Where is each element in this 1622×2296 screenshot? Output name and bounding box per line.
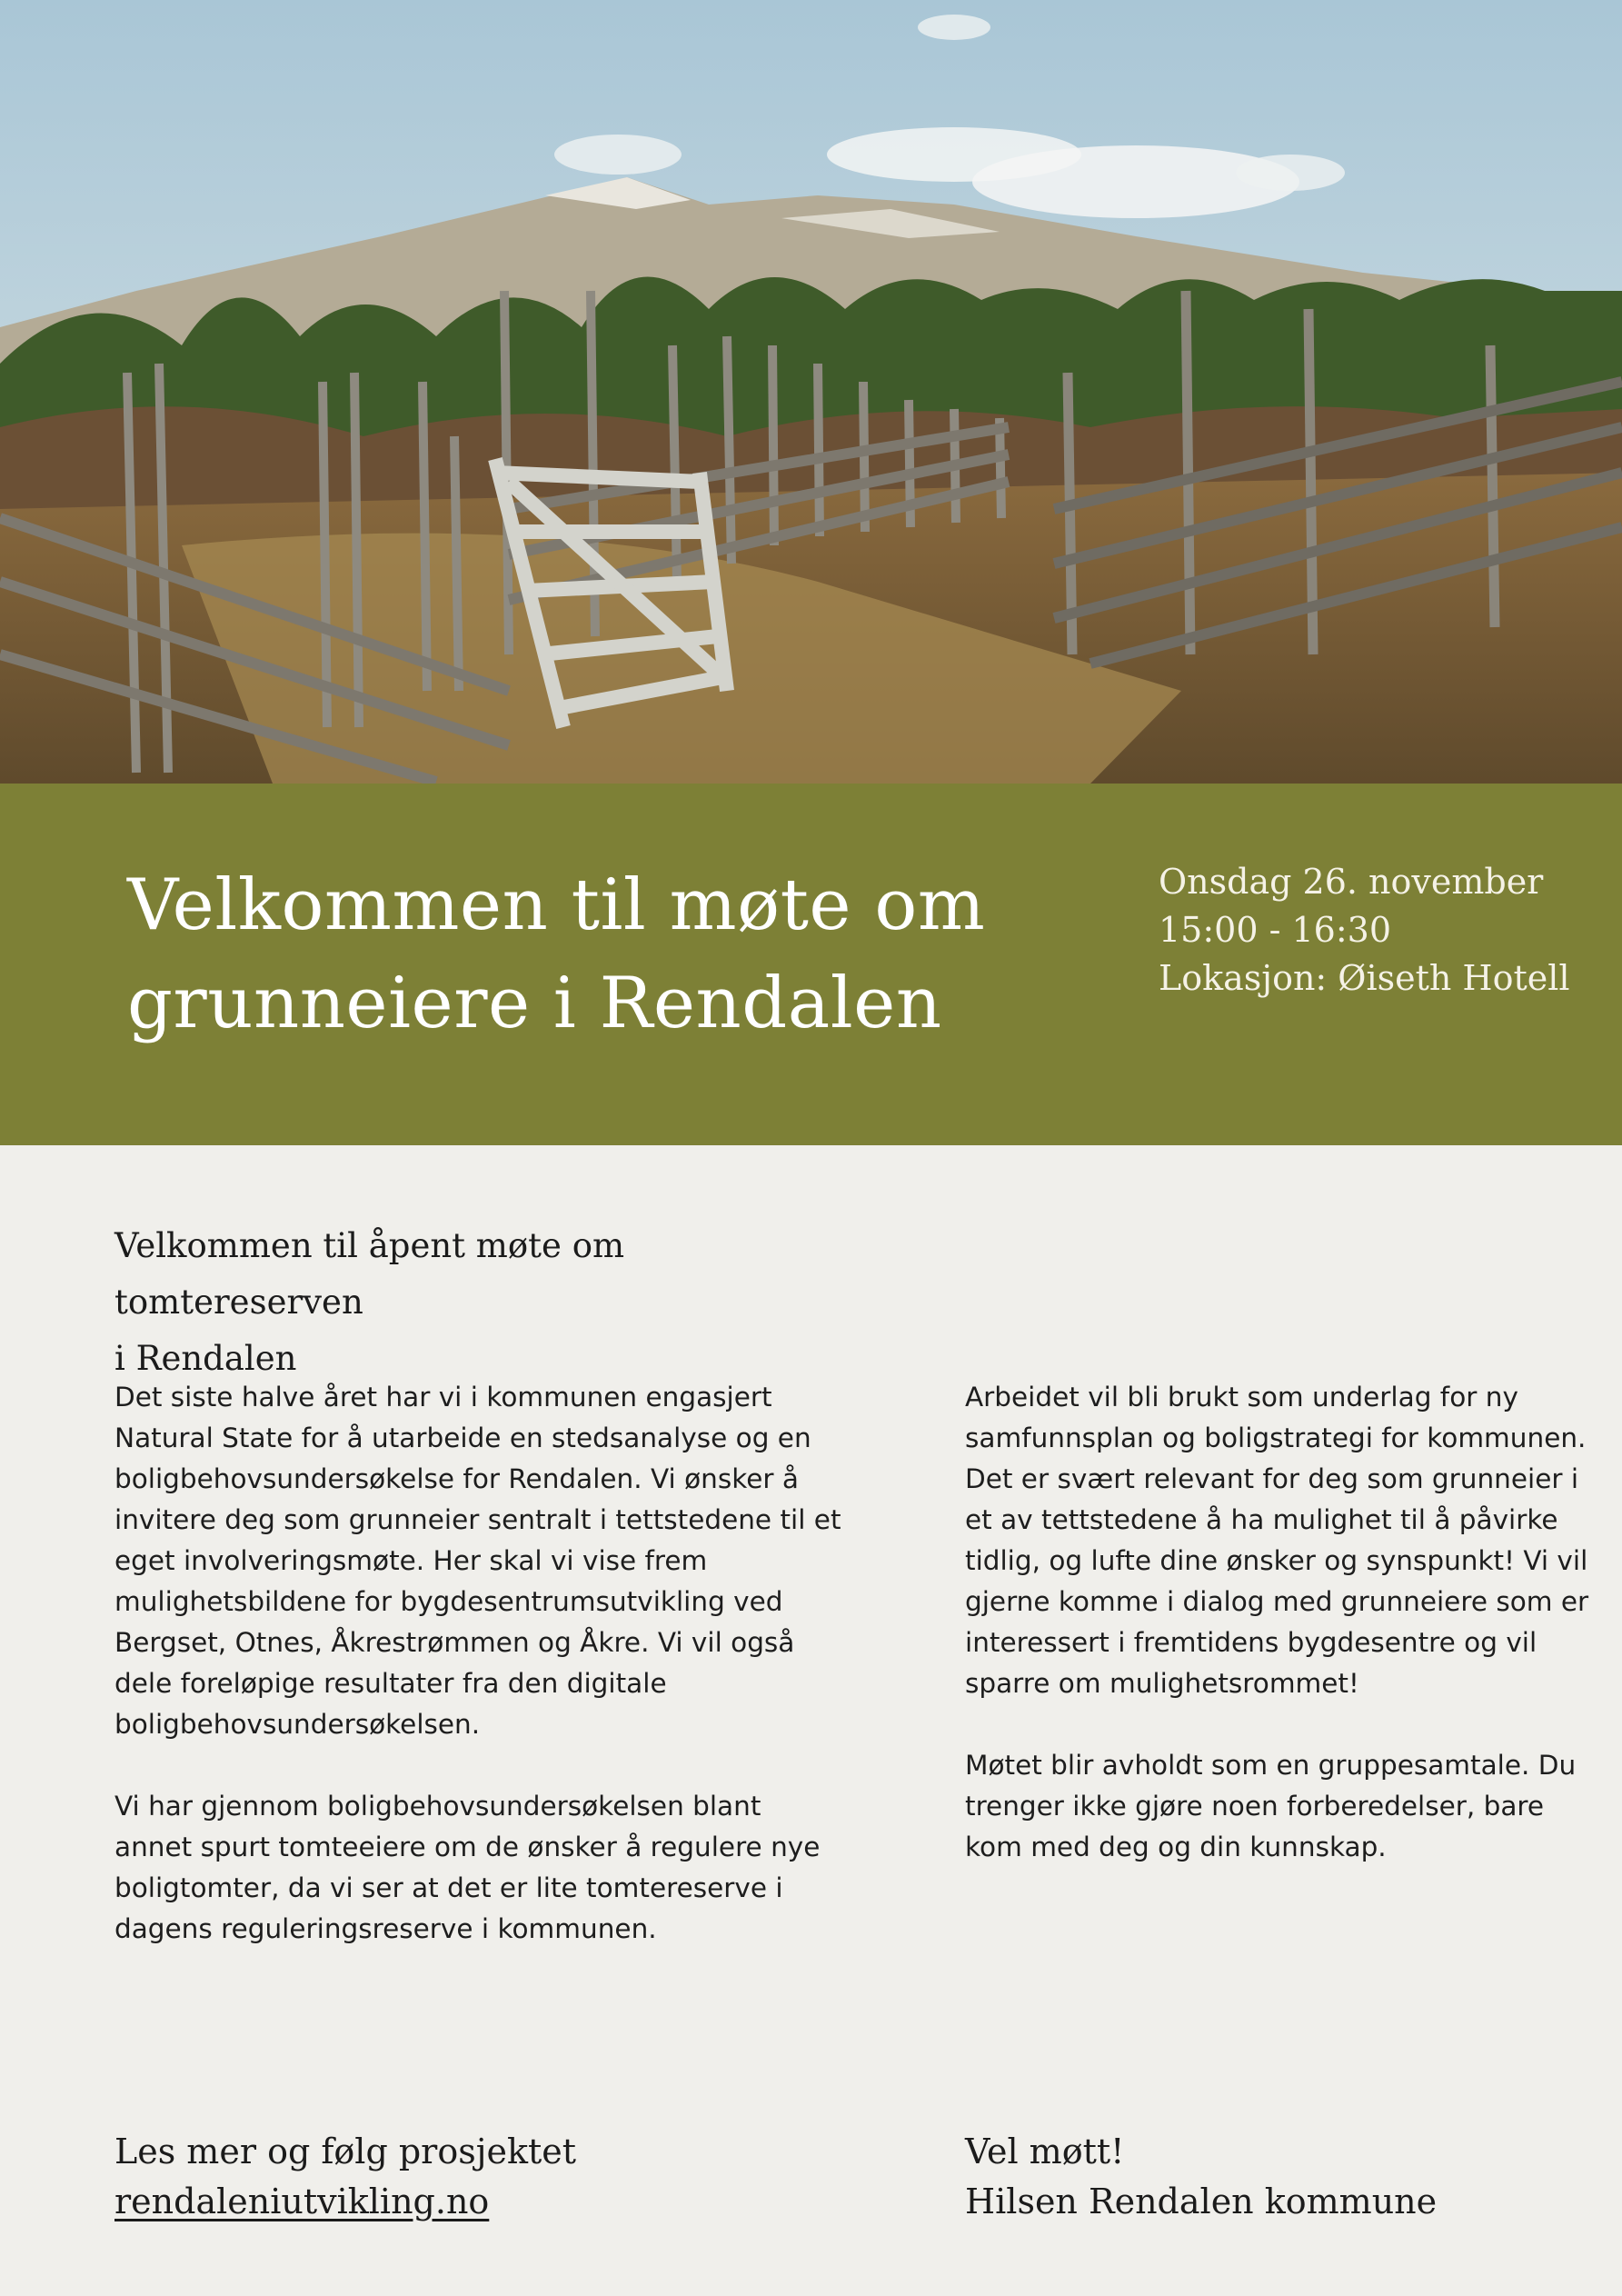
title-line-1: Velkommen til møte om: [127, 864, 986, 946]
mountain-fence-landscape-photo: [0, 0, 1622, 784]
title-line-2: grunneiere i Rendalen: [127, 963, 942, 1044]
hero-image: [0, 0, 1622, 784]
intro-heading-line-2: i Rendalen: [114, 1339, 297, 1378]
event-time: 15:00 - 16:30: [1159, 910, 1392, 950]
intro-heading-line-1: Velkommen til åpent møte om tomtereserven: [114, 1226, 625, 1322]
right-column: [965, 1377, 1592, 1909]
left-paragraph-2: Vi har gjennom boligbehovsundersøkelsen blant annet spurt tomteeiere om de ønsker å regulere nye boligtomter, da vi ser at det er lite tomtereserve i dagens reguleringsreserve i kommunen.: [114, 1791, 821, 1944]
event-info: [1159, 858, 1595, 1003]
content-area: [0, 1145, 1622, 2296]
project-website-link[interactable]: rendaleniutvikling.no: [114, 2181, 490, 2221]
left-paragraph-1: Det siste halve året har vi i kommunen engasjert Natural State for å utarbeide en stedsanalyse og en boligbehovsundersøkelse for Rendalen. Vi ønsker å invitere deg som grunneier sentralt i tettstedene til et eget involveringsmøte. Her skal vi vise frem mulighetsbildene for bygdesentrumsutvikling ved Bergset, Otnes, Åkrestrømmen og Åkre. Vi vil også dele foreløpige resultater fra den digitale boligbehovsundersøkelsen.: [114, 1382, 841, 1740]
follow-project-text: Les mer og følg prosjektet: [114, 2131, 577, 2171]
greeting-text: Vel møtt!: [965, 2131, 1125, 2171]
footer-left: [114, 2127, 751, 2227]
right-paragraph-1: Arbeidet vil bli brukt som underlag for ny samfunnsplan og boligstrategi for kommunen. Det er svært relevant for deg som grunneier i et av tettstedene å ha mulighet til å påvirke tidlig, og lufte dine ønsker og synspunkt! Vi vil gjerne komme i dialog med grunneiere som er interessert i fremtidens bygdesentre og vil sparre om mulighetsrommet!: [965, 1382, 1589, 1699]
footer-right: [965, 2127, 1601, 2227]
page-title: [127, 856, 1036, 1053]
right-paragraph-2: Møtet blir avholdt som en gruppesamtale. Du trenger ikke gjøre noen forberedelser, bare kom med deg og din kunnskap.: [965, 1750, 1577, 1862]
event-banner: [0, 784, 1622, 1145]
event-location: Lokasjon: Øiseth Hotell: [1159, 958, 1570, 998]
event-date: Onsdag 26. november: [1159, 862, 1544, 902]
signature-text: Hilsen Rendalen kommune: [965, 2181, 1438, 2221]
left-column: [114, 1377, 841, 1991]
intro-heading: [114, 1218, 860, 1387]
